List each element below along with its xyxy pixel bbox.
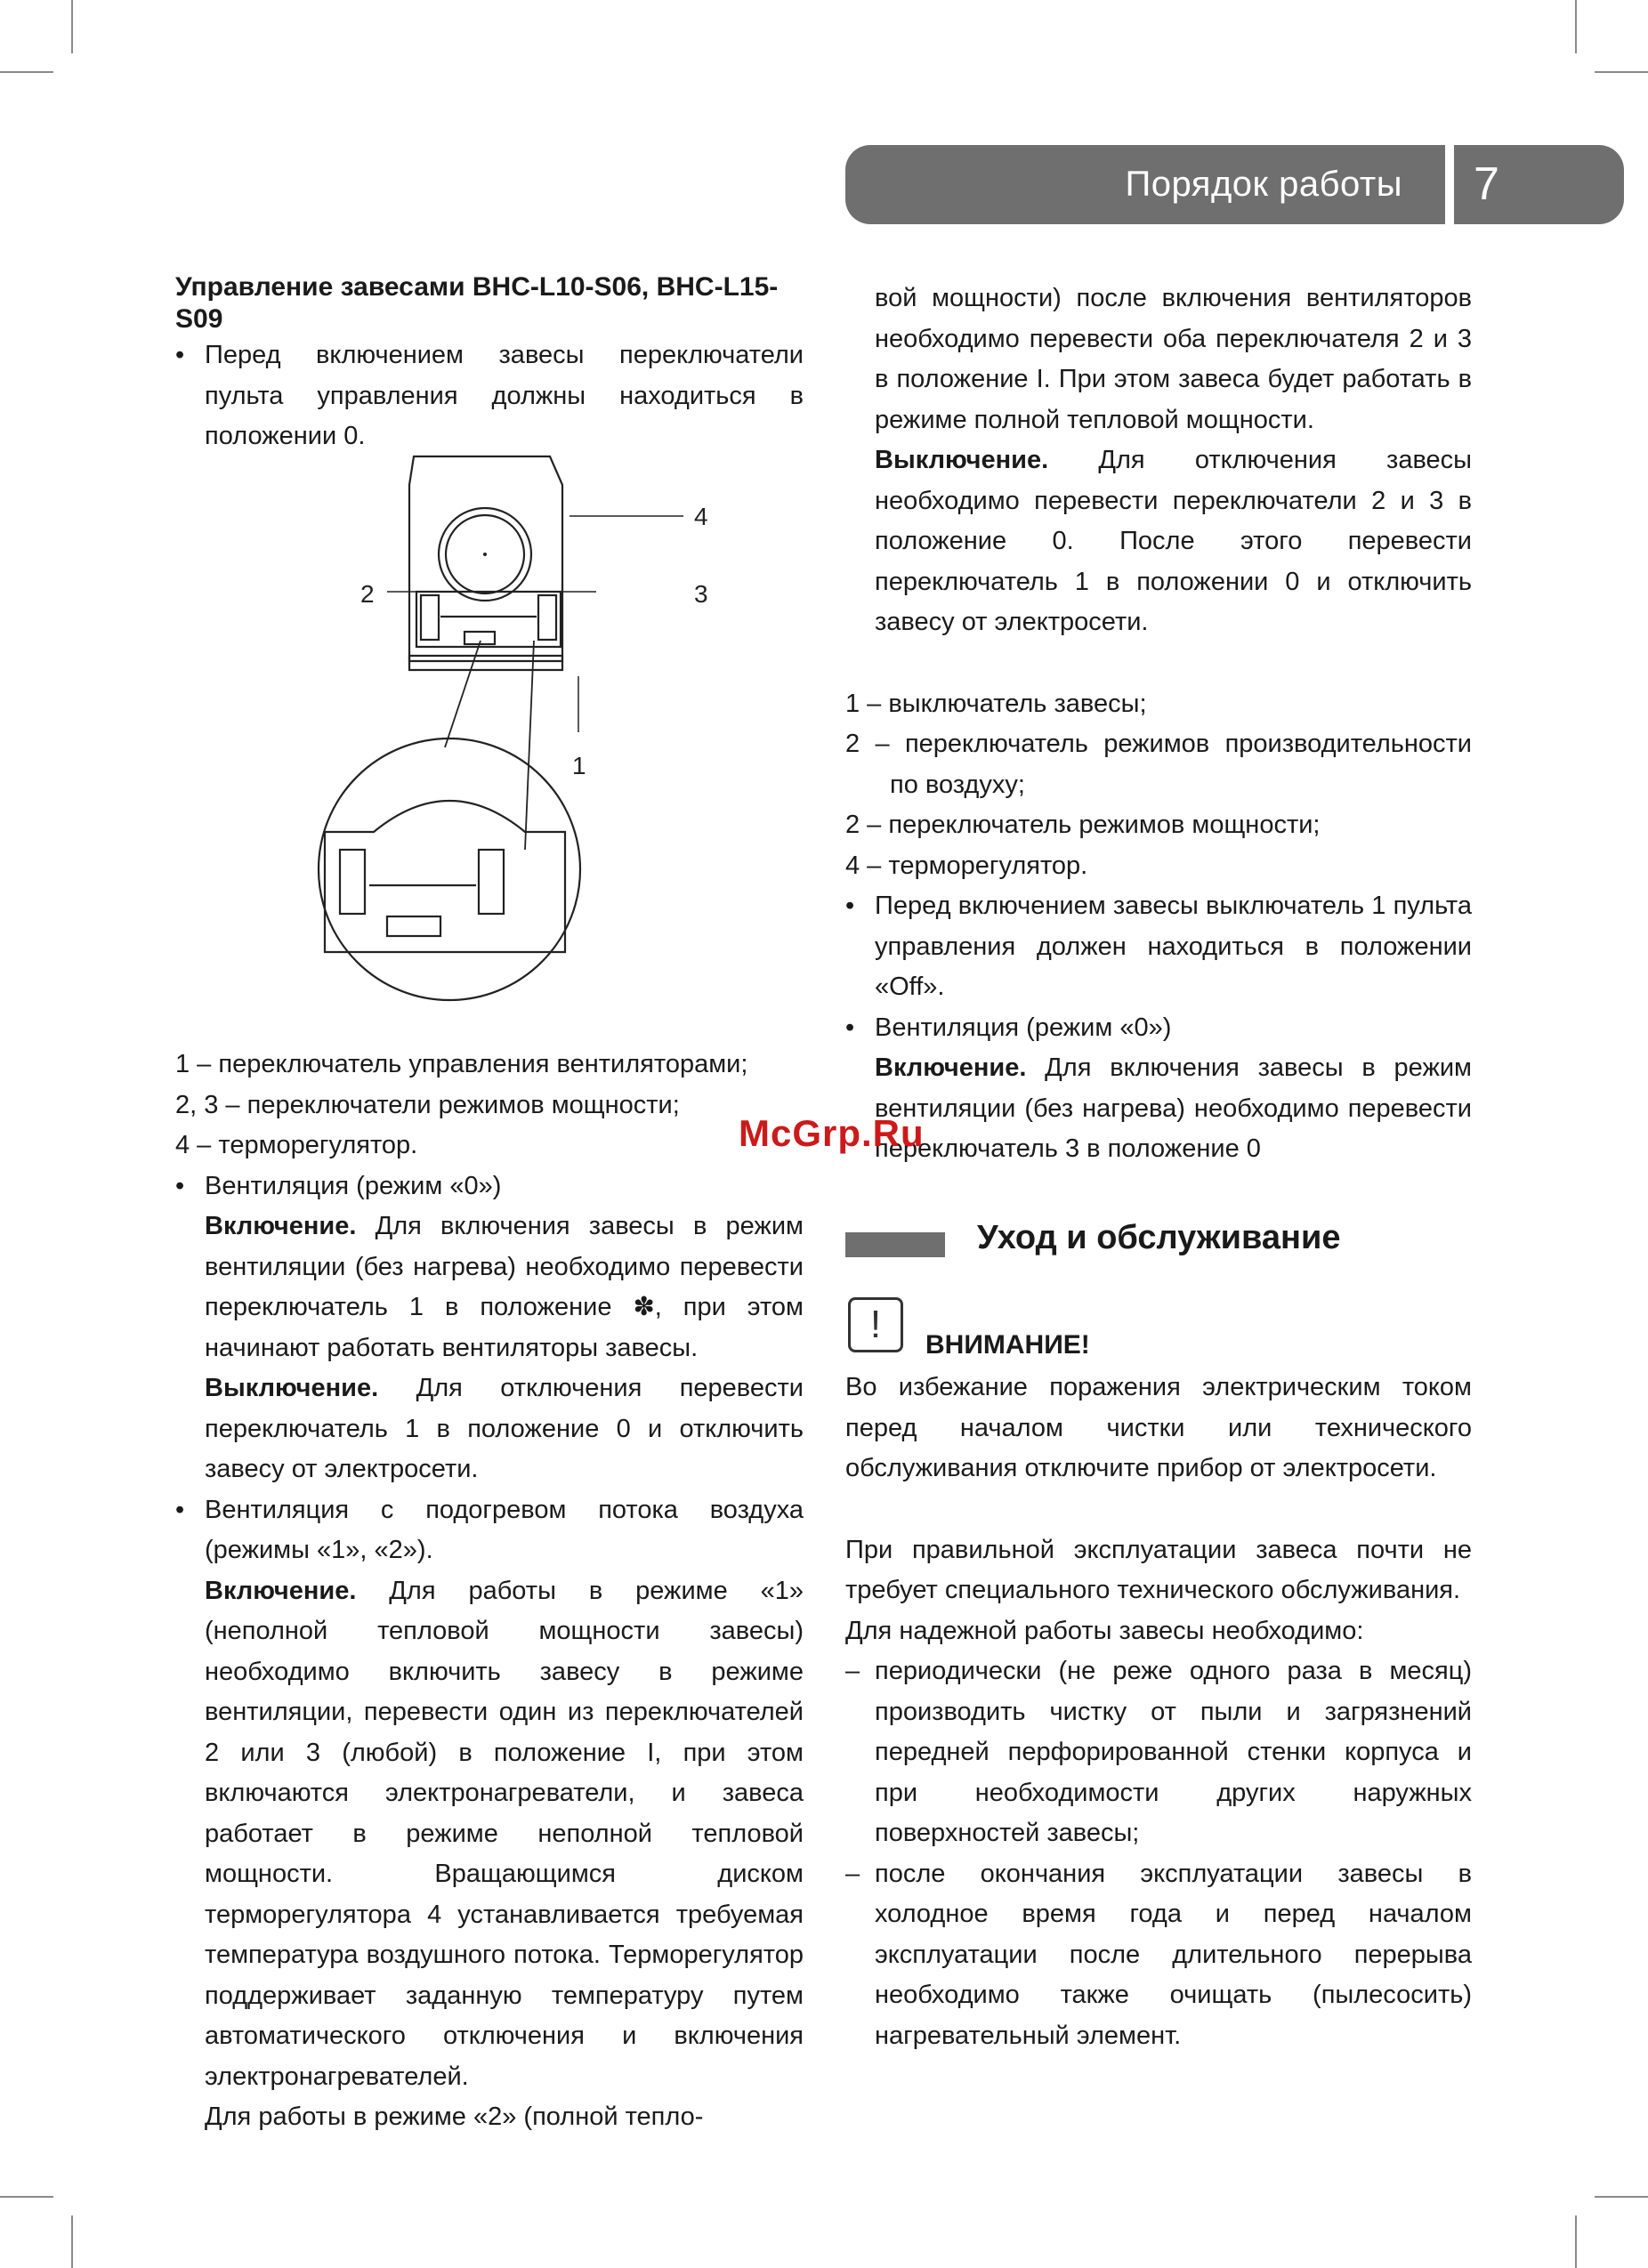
ventilation-on-paragraph bbox=[845, 1048, 1472, 1170]
paragraph-text: Для отключения завесы необходимо перевести переключатели 2 и 3 в положение 0. После этого перевести переключатель 1 в положении 0 и отключить завесу от электросети. bbox=[875, 446, 1472, 636]
legend-item: 1 – переключатель управления вентиляторами; bbox=[175, 1050, 748, 1078]
legend-item: 2 – переключатель режимов производительности по воздуху; bbox=[845, 730, 1472, 799]
on-label: Включение. bbox=[875, 1053, 1027, 1082]
left-column bbox=[175, 271, 804, 457]
legend-item: 2 – переключатель режимов мощности; bbox=[845, 811, 1321, 839]
dial-ticks bbox=[483, 553, 487, 556]
heating-on-paragraph bbox=[175, 1571, 804, 2098]
diagram-label-1: 1 bbox=[572, 752, 586, 779]
intro-bullet: • Перед включением завесы переключатели пульта управления должны находиться в положении 0. bbox=[175, 335, 804, 457]
right-column bbox=[845, 278, 1472, 1170]
off-position-bullet: • Перед включением завесы выключатель 1 пульта управления должен находиться в положении «Off». bbox=[845, 886, 1472, 1008]
crop-mark bbox=[0, 71, 53, 73]
page-number: 7 bbox=[1474, 158, 1499, 210]
paragraph-text: Для включения завесы в режим вентиляции (без нагрева) необходимо перевести переключатель 3 в положение 0 bbox=[875, 1053, 1472, 1163]
warning-title: ВНИМАНИЕ! bbox=[925, 1330, 1090, 1360]
paragraph-text: , при этом начинают работать вентиляторы завесы. bbox=[205, 1293, 804, 1362]
section-title: Уход и обслуживание bbox=[977, 1219, 1341, 1256]
crop-mark bbox=[1595, 71, 1648, 73]
diagram-label-4: 4 bbox=[694, 503, 708, 530]
control-panel-diagram bbox=[258, 449, 739, 1005]
on-label: Включение. bbox=[205, 1212, 357, 1240]
heating-bullet: • Вентиляция с подогревом потока воздуха (режимы «1», «2»). bbox=[175, 1490, 804, 1571]
ventilation-bullet: • Вентиляция (режим «0») bbox=[175, 1166, 804, 1207]
requirement-item: – после окончания эксплуатации завесы в холодное время года и перед началом эксплуатации после длительного перерыва необходимо также очищать (пылесосить) нагревательный элемент. bbox=[845, 1854, 1472, 2057]
crop-mark bbox=[1575, 0, 1577, 53]
crop-mark bbox=[0, 2196, 53, 2198]
off-paragraph bbox=[845, 440, 1472, 643]
paragraph-text: Для работы в режиме «1» (неполной тепловой мощности завесы) необходимо включить завесу в режиме вентиляции, перевести один из переключателей 2 или 3 (любой) в положение I, при этом включаются электронагреватели, и завеса работает в режиме неполной тепловой мощности. Вращающимся диском терморегулятора 4 устанавливается требуемая температура воздушного потока. Терморегулятор поддерживает заданную температуру путем автоматического отключения и включения электронагревателей. bbox=[205, 1576, 804, 2091]
left-column-lower bbox=[175, 1045, 804, 2138]
crop-mark bbox=[71, 0, 73, 53]
legend-item: 2, 3 – переключатели режимов мощности; bbox=[175, 1090, 680, 1119]
on-label: Включение. bbox=[205, 1576, 357, 1605]
section-header-bar bbox=[845, 145, 1445, 224]
paragraph-text: Для отключения перевести переключатель 1 в положение 0 и отключить завесу от электросети. bbox=[205, 1374, 804, 1483]
legend-item: 4 – терморегулятор. bbox=[845, 851, 1088, 880]
fan-icon: ✽ bbox=[633, 1293, 655, 1321]
mode2-continued-paragraph: вой мощности) после включения вентиляторов необходимо перевести оба переключателя 2 и 3 в положение I. При этом завеса будет работать в режиме полной тепловой мощности. bbox=[875, 284, 1472, 434]
crop-mark bbox=[1595, 2196, 1648, 2198]
diagram-label-3: 3 bbox=[694, 580, 708, 608]
off-label: Выключение. bbox=[205, 1374, 379, 1402]
warning-icon: ! bbox=[848, 1297, 903, 1352]
watermark: McGrp.Ru bbox=[739, 1112, 925, 1154]
page-number-tab bbox=[1454, 145, 1624, 224]
care-paragraph: При правильной эксплуатации завеса почти не требует специального технического обслуживания. bbox=[845, 1535, 1472, 1604]
section-header-title: Порядок работы bbox=[1125, 165, 1402, 204]
requirement-item: – периодически (не реже одного раза в месяц) производить чистку от пыли и загрязнений передней перфорированной стенки корпуса и при необходимости других наружных поверхностей завесы; bbox=[845, 1651, 1472, 1854]
crop-mark bbox=[1575, 2216, 1577, 2268]
requirements-intro: Для надежной работы завесы необходимо: bbox=[845, 1616, 1364, 1645]
ventilation-on-paragraph bbox=[175, 1207, 804, 1368]
paragraph-text: Для включения завесы в режим вентиляции (без нагрева) необходимо перевести переключатель 1 в положение bbox=[205, 1212, 804, 1321]
legend-item: 4 – терморегулятор. bbox=[175, 1131, 418, 1159]
mode2-paragraph: Для работы в режиме «2» (полной тепло- bbox=[205, 2103, 704, 2131]
off-label: Выключение. bbox=[875, 446, 1049, 474]
section-marker-bar bbox=[845, 1232, 945, 1257]
care-text-block bbox=[845, 1368, 1472, 2056]
controls-heading: Управление завесами BHC-L10-S06, BHC-L15-S09 bbox=[175, 272, 779, 334]
ventilation-off-paragraph bbox=[175, 1368, 804, 1490]
diagram-label-2: 2 bbox=[360, 580, 375, 608]
ventilation-bullet: • Вентиляция (режим «0») bbox=[845, 1008, 1472, 1049]
crop-mark bbox=[71, 2216, 73, 2268]
warning-text: Во избежание поражения электрическим током перед началом чистки или технического обслуживания отключите прибор от электросети. bbox=[845, 1373, 1472, 1482]
legend-item: 1 – выключатель завесы; bbox=[845, 689, 1147, 718]
